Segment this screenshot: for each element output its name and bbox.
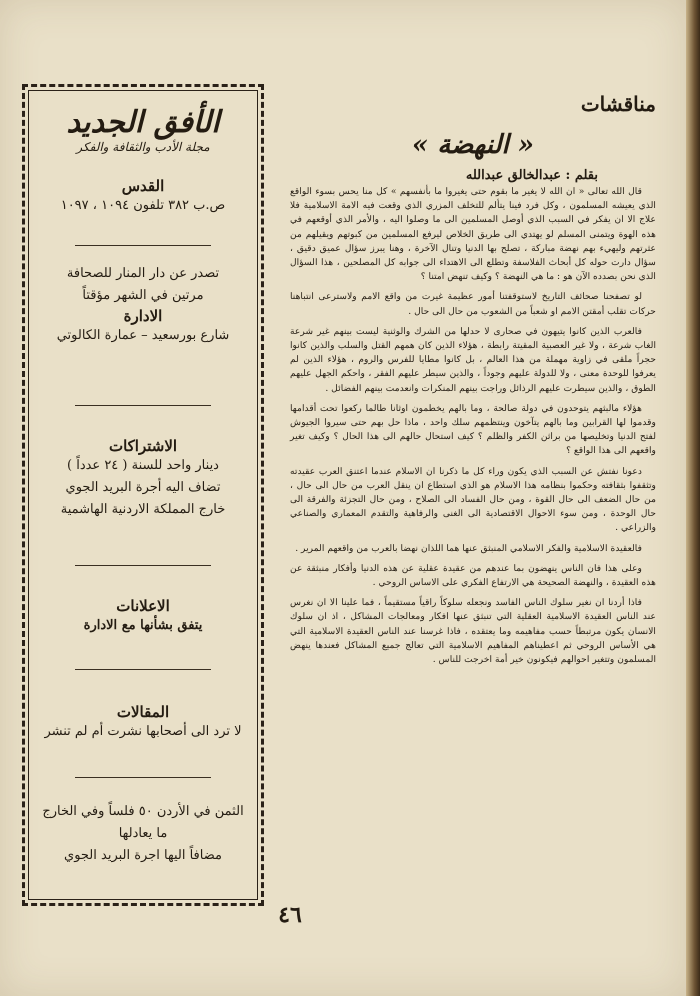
price-line-3: مضافاً اليها اجرة البريد الجوي (64, 848, 222, 863)
price-line-1: الثمن في الأردن ٥٠ فلساً وفي الخارج (42, 804, 244, 819)
divider (75, 245, 211, 246)
price-line-2: ما يعادلها (118, 826, 168, 841)
articles-text: لا ترد الى أصحابها نشرت أم لم تنشر (44, 724, 242, 739)
articles-block (35, 703, 251, 743)
article-title: « النهضة » (411, 130, 535, 160)
admin-heading: الادارة (123, 307, 163, 325)
divider (75, 405, 211, 406)
ads-text: يتفق بشأنها مع الادارة (83, 618, 203, 633)
admin-address: شارع بورسعيد – عمارة الكالوتي (56, 328, 230, 343)
subscriptions-block (35, 437, 251, 521)
article-body (290, 185, 656, 667)
contact-block (35, 177, 251, 217)
subscriptions-line-3: خارج المملكة الاردنية الهاشمية (60, 502, 226, 517)
subscriptions-line-1: دينار واحد للسنة ( ٢٤ عدداً ) (67, 458, 219, 473)
price-block (35, 801, 251, 867)
subscriptions-heading: الاشتراكات (108, 437, 178, 455)
magazine-logo-subtitle: مجلة الأدب والثقافة والفكر (76, 140, 210, 154)
article-paragraph: هؤلاء مالبثهم يتوحدون في دولة صالحة ، وما بالهم يخطمون اوثانا طالما ركعوا تحت أقدامها وقدموا لها القرابين وما بالهم يتآخون وينتظمهم سلك واحد ، ماذا حل بهم حتى سيروا الجيوش لفتح الدنيا وتخليصها من براثن الكفر والظلم ؟ كيف استحال حالهم الى هذا الحال ؟ وكيف تغير واقعهم الى هذا الواقع ؟ (290, 402, 656, 457)
divider (75, 565, 211, 566)
published-line-1: تصدر عن دار المنار للصحافة (66, 266, 220, 281)
article-paragraph: فالعرب الذين كانوا يتيهون في صحارى لا حدلها من الشرك والوثنية ليست بينهم غير شرعة الغاب شرعة ، ولا غير العصبية المقيتة رابطة ، هؤلاء الذين كان همهم القتل والسلب والذين كانوا حجراً ملقى في زاوية مهملة من هذا العالم ، بل كانوا مطايا للفرس والروم ، هؤلاء الذين لم يعرفوا للوحدة معنى ، ولا للدولة عليهم وجوداً ، والذين سيطر عليهم الفقر ، واحكم الجهل عليهم الطوق ، والذين سيطرت عليهم الرذائل وراجت بينهم المنكرات وانعدمت بينهم الفضائل . (290, 325, 656, 394)
article-paragraph: لو تصفحنا صحائف التاريخ لاستوقفتنا أمور عظيمة غيرت من واقع الامم ولاسترعى انتباهنا حركات تقلب أمقتن الامم او شعباً من الشعوب من حال الى حال . (290, 291, 656, 317)
articles-heading: المقالات (116, 703, 170, 721)
article-paragraph: وعلى هذا فان الناس ينهضون بما عندهم من عقيدة عقلية عن هذه الدنيا وأفكار منبثقة عن هذه العقيدة ، والنهضة الصحيحة هي الارتفاع الفكري على الاساس الروحي . (290, 562, 656, 589)
divider (75, 669, 211, 670)
section-heading: مناقشات (580, 92, 656, 116)
article-paragraph: قال الله تعالى « ان الله لا يغير ما بقوم حتى يغيروا ما بأنفسهم » كل منا يحس بسوء الواقع الذي يعيشه المسلمون ، وكل فرد فينا يتألم للتخلف المزري الذي وقعت فيه الامة الاسلامية فلا علاج الا ان يفكر في السبب الذي أوصل المسلمين الى ما وصلوا اليه ، والأمر الذي أوقعهم في هذه الهوة ويتمنى المسلم لو يهتدي الى طريق الخلاص ليرفع المسلمين من كبوتهم ويقيلهم من عثرتهم وليهيء بهم نهضة مباركة ، تصلح بها الدنيا وتنال الآخرة ، وهنا يبرز سؤال عميق دقيق ، سؤال دارت حوله كل أبحاث الفلاسفة وتطلع الى الاهتداء الى جوابه كل المصلحين ، هذا السؤال الذي نحن بصدده الآن هو : ما هي النهضة ؟ وكيف تنهض امتنا ؟ (290, 186, 656, 283)
subscriptions-line-2: تضاف اليه أجرة البريد الجوي (65, 480, 221, 495)
article-paragraph: دعونا نفتش عن السبب الذي يكون وراء كل ما ذكرنا ان الاسلام عندما اعتنق العرب عقيدته وتثقفوا بثقافته وحكموا بنظامه هذا الاسلام هو الذي استطاع ان ينقل العرب من حال الى حال ، من حال الضعف الى حال القوة ، ومن حال الفساد الى الصلاح ، ومن حال التجزئة والفرقة الى حال الوحدة ، ومن سوء الاحوال الاقتصادية الى الغنى والرفاهية والتقدم المعماري والصناعي والزراعي . (290, 465, 656, 534)
article-paragraph: فاذا أردنا ان نغير سلوك الناس الفاسد ونجعله سلوكاً راقياً مستقيماً ، فما علينا الا ان نغرس عند الناس العقيدة الاسلامية العقلية التي تنبثق عنها افكار ومعالجات المشاكل ، اذ ان سلوك الانسان يكون مرتبطاً حسب مفاهيمه وما يعتقده ، فاذا غرسنا عند الناس العقيدة الاسلامية التي هي الأساس الروحي ثم اعطيناهم المفاهيم الاسلامية التي تعالج جميع المشاكل فعندها ينهض المسلمون وتتغير احوالهم فيكونون خير أمة اخرجت للناس . (290, 597, 656, 666)
page-binding-edge (686, 0, 700, 996)
article-column (290, 92, 656, 922)
article-byline: بقلم : عبدالخالق عبدالله (465, 168, 598, 183)
ads-heading: الاعلانات (116, 597, 170, 615)
city-label: القدس (121, 177, 165, 195)
address-label: ص.ب ٣٨٢ تلفون ١٠٩٤ ، ١٠٩٧ (60, 198, 226, 213)
masthead-box (22, 84, 264, 906)
publisher-block (35, 263, 251, 347)
divider (75, 777, 211, 778)
published-line-2: مرتين في الشهر مؤقتاً (82, 288, 204, 303)
article-paragraph: فالعقيدة الاسلامية والفكر الاسلامي المنبثق عنها هما اللذان نهضا بالعرب من واقعهم المرير . (295, 542, 642, 554)
ads-block (35, 597, 251, 637)
page-number: ٤٦ (278, 902, 302, 928)
magazine-logo-title: الأفق الجديد (66, 105, 220, 140)
